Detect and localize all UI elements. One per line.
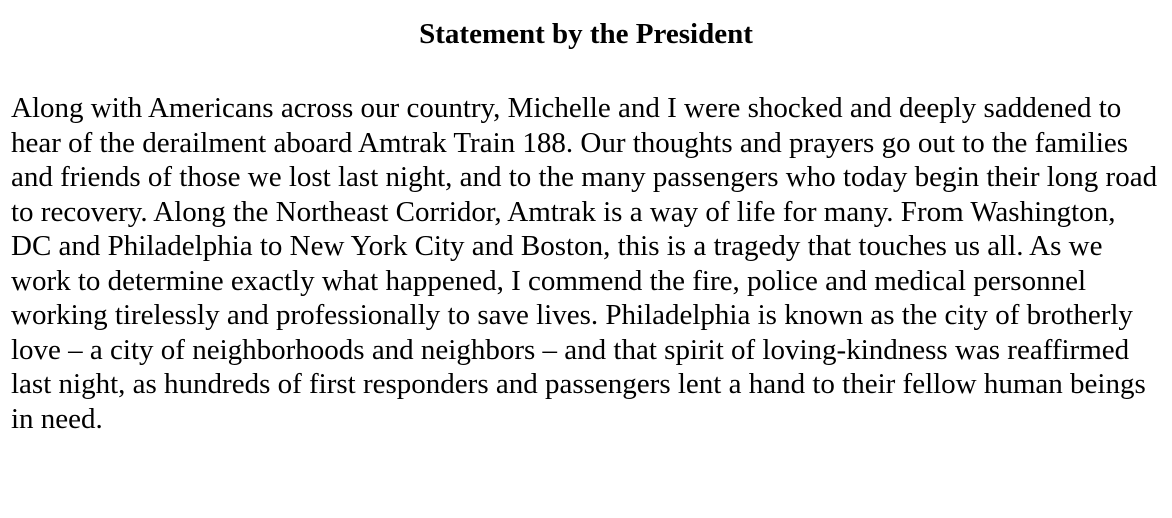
statement-body: Along with Americans across our country, Michelle and I were shocked and deeply saddened to hear of the derailment aboard Amtrak Train 188. Our thoughts and prayers go out to the families and friends of those we lost last night, and to the many passengers who today begin their long road to recovery. Along the Northeast Corridor, Amtrak is a way of life for many. From Washington, DC and Philadelphia to New York City and Boston, this is a tragedy that touches us all. As we work to determine exactly what happened, I commend the fire, police and medical personnel working tirelessly and professionally to save lives. Philadelphia is known as the city of brotherly love – a city of neighborhoods and neighbors – and that spirit of loving-kindness was reaffirmed last night, as hundreds of first responders and passengers lent a hand to their fellow human beings in need. bbox=[11, 92, 1158, 435]
page-title: Statement by the President bbox=[419, 18, 753, 50]
